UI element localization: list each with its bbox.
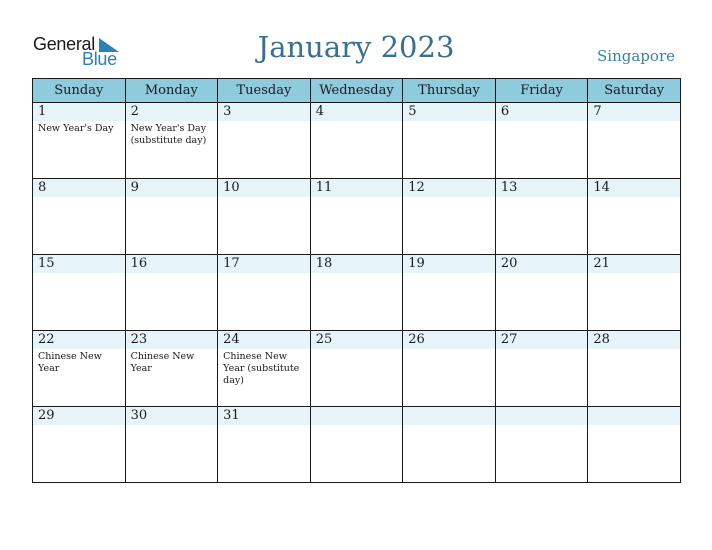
holiday-label	[126, 197, 218, 199]
brand-general-text: General	[33, 34, 95, 54]
day-number: 31	[218, 407, 310, 425]
holiday-label	[496, 197, 588, 199]
day-cell	[218, 331, 311, 407]
day-cell	[403, 407, 496, 483]
day-number: 13	[496, 179, 588, 197]
holiday-label	[588, 197, 680, 199]
day-cell	[588, 179, 681, 255]
holiday-label	[311, 273, 403, 275]
day-number: 9	[126, 179, 218, 197]
day-cell	[588, 255, 681, 331]
day-number: 3	[218, 103, 310, 121]
day-cell	[495, 103, 588, 179]
holiday-label	[33, 425, 125, 427]
day-cell	[310, 255, 403, 331]
day-number	[496, 407, 588, 425]
day-cell	[310, 407, 403, 483]
week-row	[33, 255, 681, 331]
calendar-grid	[32, 78, 681, 483]
day-cell	[588, 103, 681, 179]
day-number: 30	[126, 407, 218, 425]
holiday-label	[218, 273, 310, 275]
calendar-title: January 2023	[257, 30, 455, 64]
day-cell	[33, 255, 126, 331]
day-number: 7	[588, 103, 680, 121]
day-cell	[218, 103, 311, 179]
weekday-header: Thursday	[403, 79, 496, 103]
week-row	[33, 331, 681, 407]
day-cell	[403, 331, 496, 407]
week-row	[33, 179, 681, 255]
week-row	[33, 407, 681, 483]
day-cell	[125, 331, 218, 407]
day-number: 11	[311, 179, 403, 197]
day-number: 2	[126, 103, 218, 121]
day-number: 27	[496, 331, 588, 349]
day-cell	[495, 255, 588, 331]
day-number: 1	[33, 103, 125, 121]
holiday-label	[218, 121, 310, 123]
day-cell	[218, 255, 311, 331]
day-number: 22	[33, 331, 125, 349]
day-cell	[403, 179, 496, 255]
day-number: 12	[403, 179, 495, 197]
weekday-header-row	[33, 79, 681, 103]
day-number: 28	[588, 331, 680, 349]
holiday-label	[403, 197, 495, 199]
day-number: 8	[33, 179, 125, 197]
day-cell	[310, 103, 403, 179]
day-cell	[125, 179, 218, 255]
holiday-label	[218, 425, 310, 427]
holiday-label	[218, 197, 310, 199]
day-number: 21	[588, 255, 680, 273]
holiday-label	[496, 273, 588, 275]
week-row	[33, 103, 681, 179]
day-cell	[403, 103, 496, 179]
holiday-label: Chinese New Year	[38, 351, 102, 374]
day-cell	[310, 179, 403, 255]
day-cell	[310, 331, 403, 407]
holiday-label	[311, 197, 403, 199]
day-cell	[33, 407, 126, 483]
day-cell	[125, 103, 218, 179]
day-cell	[125, 407, 218, 483]
day-number: 20	[496, 255, 588, 273]
day-number: 10	[218, 179, 310, 197]
day-number: 16	[126, 255, 218, 273]
day-cell	[33, 103, 126, 179]
day-number: 25	[311, 331, 403, 349]
weekday-header: Monday	[125, 79, 218, 103]
day-cell	[588, 407, 681, 483]
day-number: 6	[496, 103, 588, 121]
day-number: 4	[311, 103, 403, 121]
day-cell	[495, 179, 588, 255]
holiday-label	[126, 273, 218, 275]
day-number	[588, 407, 680, 425]
day-number: 5	[403, 103, 495, 121]
holiday-label	[33, 197, 125, 199]
holiday-label	[496, 349, 588, 351]
day-number: 23	[126, 331, 218, 349]
day-number: 14	[588, 179, 680, 197]
holiday-label	[311, 121, 403, 123]
holiday-label	[403, 121, 495, 123]
weekday-header: Tuesday	[218, 79, 311, 103]
holiday-label	[588, 273, 680, 275]
day-cell	[33, 179, 126, 255]
holiday-label	[588, 349, 680, 351]
day-number	[311, 407, 403, 425]
day-number: 26	[403, 331, 495, 349]
day-cell	[125, 255, 218, 331]
day-cell	[495, 331, 588, 407]
country-name: Singapore	[597, 47, 675, 65]
day-cell	[495, 407, 588, 483]
day-cell	[33, 331, 126, 407]
day-number: 19	[403, 255, 495, 273]
weekday-header: Sunday	[33, 79, 126, 103]
day-number: 15	[33, 255, 125, 273]
holiday-label	[403, 349, 495, 351]
holiday-label	[311, 349, 403, 351]
day-number: 18	[311, 255, 403, 273]
day-cell	[218, 179, 311, 255]
holiday-label	[126, 425, 218, 427]
day-number: 17	[218, 255, 310, 273]
weekday-header: Friday	[495, 79, 588, 103]
day-number: 24	[218, 331, 310, 349]
holiday-label	[496, 121, 588, 123]
holiday-label	[403, 273, 495, 275]
day-number: 29	[33, 407, 125, 425]
day-cell	[588, 331, 681, 407]
holiday-label	[588, 121, 680, 123]
day-cell	[403, 255, 496, 331]
day-cell	[218, 407, 311, 483]
holiday-label: Chinese New Year (substitute day)	[223, 351, 300, 386]
weekday-header: Wednesday	[310, 79, 403, 103]
brand-blue-text: Blue	[82, 49, 117, 69]
weekday-header: Saturday	[588, 79, 681, 103]
holiday-label	[311, 425, 403, 427]
holiday-label: New Year's Day	[38, 123, 114, 134]
holiday-label	[403, 425, 495, 427]
day-number	[403, 407, 495, 425]
holiday-label: Chinese New Year	[130, 351, 195, 374]
holiday-label	[588, 425, 680, 427]
holiday-label: New Year's Day (substitute day)	[130, 123, 207, 146]
holiday-label	[33, 273, 125, 275]
holiday-label	[496, 425, 588, 427]
